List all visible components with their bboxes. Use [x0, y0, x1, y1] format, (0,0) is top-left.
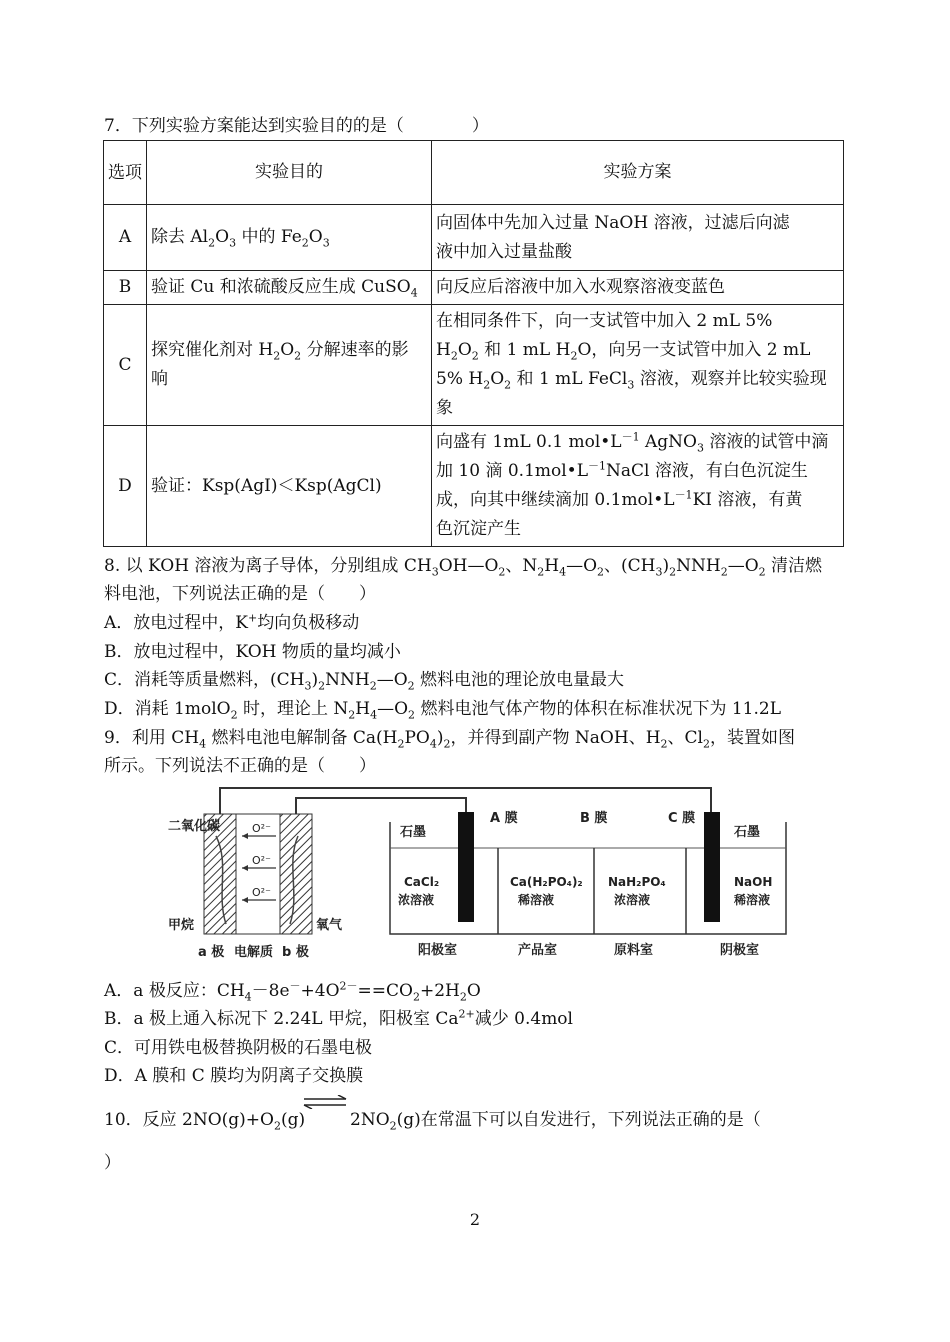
- row-goal: 验证 Cu 和浓硫酸反应生成 CuSO$_4$: [147, 271, 432, 305]
- wire-b-to-anode: [296, 798, 466, 814]
- solution-label: NaH₂PO₄: [608, 875, 666, 889]
- table-row: [104, 426, 844, 547]
- q8-stem-line2: 料电池，下列说法正确的是（ ）: [104, 584, 376, 604]
- q8-stem-line1: 8. 以 KOH 溶液为离子导体，分别组成 $CH_3OH—O_2$、$N_2H_4—O_2$、$(CH_3)_2NNH_2—O_2$ 清洁燃: [104, 556, 823, 579]
- b-electrode-label: b 极: [282, 945, 309, 960]
- o2-ion-label: O²⁻: [252, 886, 271, 899]
- q8-option-d: D．消耗 1molO$_2$ 时，理论上 $N_2H_4—O_2$ 燃料电池气体产物的体积在标准状况下为 11.2L: [104, 699, 781, 722]
- solution-label: 稀溶液: [734, 893, 771, 907]
- oxygen-label: 氧气: [316, 918, 343, 933]
- row-goal: 验证：Ksp(AgI)＜Ksp(AgCl): [147, 426, 432, 547]
- header-option: 选项: [104, 141, 147, 205]
- solution-label: NaOH: [734, 875, 773, 889]
- q9-stem-line2: 所示。下列说法不正确的是（ ）: [104, 756, 376, 776]
- o2-ion-label: O²⁻: [252, 854, 271, 867]
- row-option: A: [104, 205, 147, 271]
- electrolysis-diagram: [168, 784, 788, 964]
- equilibrium-arrows-icon: [302, 1095, 348, 1109]
- a-electrode-label: a 极: [198, 945, 225, 960]
- electrolyte-label: 电解质: [234, 945, 274, 960]
- q9-stem-line1: 9．利用 $CH_4$ 燃料电池电解制备 $Ca(H_2PO_4)_2$，并得到副产物 NaOH、$H_2$、$Cl_2$，装置如图: [104, 728, 795, 751]
- q8-option-a: A．放电过程中，K+均向负极移动: [104, 611, 360, 633]
- graphite-right-label: 石墨: [734, 825, 761, 840]
- anode-graphite: [458, 812, 474, 922]
- row-option: C: [104, 305, 147, 426]
- table-row: [104, 205, 844, 271]
- room-label: 产品室: [518, 943, 558, 958]
- solution-label: 稀溶液: [518, 893, 555, 907]
- solution-label: 浓溶液: [398, 893, 435, 907]
- row-option: D: [104, 426, 147, 547]
- q8-option-c: C．消耗等质量燃料，$(CH_3)_2NNH_2—O_2$ 燃料电池的理论放电量最大: [104, 670, 625, 693]
- row-plan: 向固体中先加入过量 NaOH 溶液，过滤后向滤 液中加入过量盐酸: [432, 205, 844, 271]
- room-label: 原料室: [614, 943, 654, 958]
- q10-stem-part2: $2NO_2(g)$在常温下可以自发进行，下列说法正确的是（: [350, 1110, 761, 1133]
- q8-option-b: B．放电过程中，KOH 物质的量均减小: [104, 642, 401, 662]
- q9-option-a: A．a 极反应：$CH_4-8e^-+4O^{2-}==CO_2+2H_2O$: [104, 979, 481, 1004]
- row-goal: 探究催化剂对 $H_2O_2$ 分解速率的影 响: [147, 305, 432, 426]
- q7-table: [103, 140, 844, 547]
- electrode-b: [280, 814, 312, 934]
- q10-stem-line2: ）: [104, 1153, 121, 1173]
- solution-label: Ca(H₂PO₄)₂: [510, 875, 583, 889]
- o2-ion-label: O²⁻: [252, 822, 271, 835]
- cathode-graphite: [704, 812, 720, 922]
- room-label: 阴极室: [720, 943, 760, 958]
- room-label: 阳极室: [418, 943, 458, 958]
- solution-label: CaCl₂: [404, 875, 440, 889]
- methane-label: 甲烷: [168, 918, 195, 933]
- solution-label: 浓溶液: [614, 893, 651, 907]
- table-row: [104, 305, 844, 426]
- table-row: [104, 271, 844, 305]
- graphite-left-label: 石墨: [400, 825, 427, 840]
- row-plan: 向反应后溶液中加入水观察溶液变蓝色: [432, 271, 844, 305]
- row-plan: 向盛有 1mL 0.1 $mol•L^{-1}$ AgNO$_3$ 溶液的试管中滴 加 10 滴 $0.1mol•L^{-1}NaCl$ 溶液，有白色沉淀生 成，向其中继续滴加 $0.1mol•L^{-1}KI$ 溶液，有黄 色沉淀产生: [432, 426, 844, 547]
- row-option: B: [104, 271, 147, 305]
- electrolysis-tank: [390, 822, 786, 934]
- membrane-b-label: B 膜: [580, 811, 608, 826]
- q10-stem-part1: 10．反应 $2NO(g)+O_2(g)$: [104, 1110, 306, 1133]
- membrane-a-label: A 膜: [490, 811, 518, 826]
- membrane-c-label: C 膜: [668, 811, 696, 826]
- q9-option-c: C．可用铁电极替换阴极的石墨电极: [104, 1038, 373, 1058]
- q9-option-d: D．A 膜和 C 膜均为阴离子交换膜: [104, 1066, 364, 1086]
- page-number: 2: [469, 1210, 481, 1229]
- co2-label: 二氧化碳: [168, 819, 221, 834]
- q7-stem: 7．下列实验方案能达到实验目的的是（ ）: [104, 116, 489, 136]
- row-goal: 除去 $Al_2O_3$ 中的 $Fe_2O_3$: [147, 205, 432, 271]
- header-plan: 实验方案: [432, 141, 844, 205]
- header-goal: 实验目的: [147, 141, 432, 205]
- q9-option-b: B．a 极上通入标况下 2.24L 甲烷，阳极室 $Ca^{2+}$减少 0.4mol: [104, 1007, 573, 1029]
- table-header-row: [104, 141, 844, 205]
- row-plan: 在相同条件下，向一支试管中加入 2 mL 5% $H_2O_2$ 和 1 mL $H_2O$，向另一支试管中加入 2 mL 5% $H_2O_2$ 和 1 mL FeCl$_3$ 溶液，观察并比较实验现 象: [432, 305, 844, 426]
